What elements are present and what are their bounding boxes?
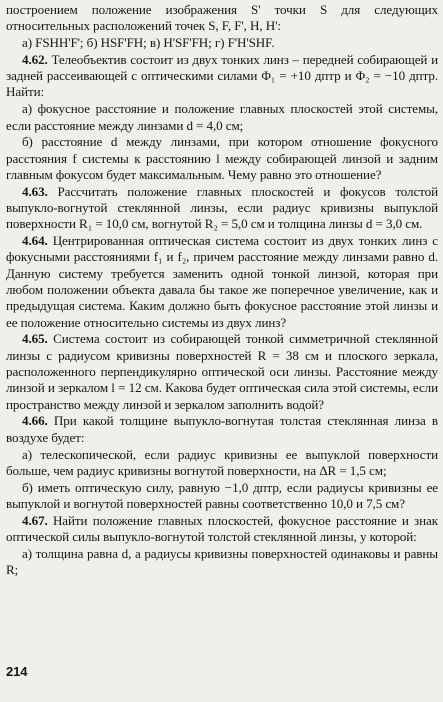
problem-4-62 [6, 52, 438, 101]
problem-4-67 [6, 513, 438, 546]
problem-part: а) фокусное расстояние и положение главных плоскостей этой системы, если расстояние между линзами d = 4,0 см; [6, 101, 438, 133]
problem-text: Система состоит из собирающей тонкой симметричной стеклянной линзы с радиусом кривизны поверхностей R = 38 см и плоского зеркала, расположенного перпендикулярно оптической оси линзы. Расстояние между линзой и зеркалом l = 12 см. Какова будет оптическая сила этой системы, если пространство между линзой и зеркалом заполнить водой? [6, 331, 438, 412]
problem-text: Центрированная оптическая система состоит из двух тонких линз с фокусными расстояниями f₁ и f₂, причем расстояние между линзами равно d. Данную систему требуется заменить одной тонкой линзой, которая при любом положении объекта давала бы такое же поперечное увеличение, как и предыдущая система. Каким должно быть фокусное расстояние этой линзы и ее положение относительно системы из двух линз? [6, 233, 438, 330]
problem-number: 4.65. [22, 331, 48, 347]
intro-options: а) FSHH'F'; б) HSF'FH; в) H'SF'FH; г) F'H'SHF. [22, 35, 275, 51]
problem-part: б) иметь оптическую силу, равную −1,0 дптр, если радиусы кривизны ее выпуклой и вогнутой поверхностей равны соответственно 10,0 и 7,5 см? [6, 479, 438, 511]
problem-part: б) расстояние d между линзами, при котором отношение фокусного расстояния f системы к расстоянию l между собирающей линзой и задним главным фокусом будет максимальным. Чему равно это отношение? [6, 134, 438, 182]
problem-text: При какой толщине выпукло-вогнутая толстая стеклянная линза в воздухе будет: [6, 413, 438, 445]
problem-number: 4.62. [22, 51, 48, 67]
intro-text: построением положение изображения S' точки S для следующих относительных расположений точек S, F, F', H, H': [6, 2, 438, 34]
problem-part: а) толщина равна d, а радиусы кривизны поверхностей одинаковы и равны R; [6, 545, 438, 578]
problem-4-65 [6, 331, 438, 412]
problem-number: 4.63. [22, 183, 48, 199]
problem-number: 4.67. [22, 512, 48, 528]
problem-text: Телеобъектив состоит из двух тонких линз – передней собирающей и задней рассеивающей с оптическими силами Φ₁ = +10 дптр и Φ₂ = −10 дптр. Найти: [6, 51, 438, 100]
problem-text: Рассчитать положение главных плоскостей и фокусов толстой выпукло-вогнутой стеклянной линзы, если радиус кривизны выпуклой поверхности R₁ = 10,0 см, вогнутой R₂ = 5,0 см и толщина линзы d = 3,0 см. [6, 183, 438, 232]
problem-4-63 [6, 184, 438, 233]
problem-4-64 [6, 233, 438, 331]
problem-4-66 [6, 413, 438, 446]
page-number: 214 [6, 664, 28, 679]
problem-part: а) телескопической, если радиус кривизны ее выпуклой поверхности больше, чем радиус кривизны вогнутой поверхности, на ΔR = 1,5 см; [6, 446, 438, 478]
problem-number: 4.64. [22, 233, 48, 249]
problem-text: Найти положение главных плоскостей, фокусное расстояние и знак оптической силы выпукло-вогнутой толстой стеклянной линзы, у которой: [6, 512, 438, 544]
problem-number: 4.66. [22, 413, 48, 429]
